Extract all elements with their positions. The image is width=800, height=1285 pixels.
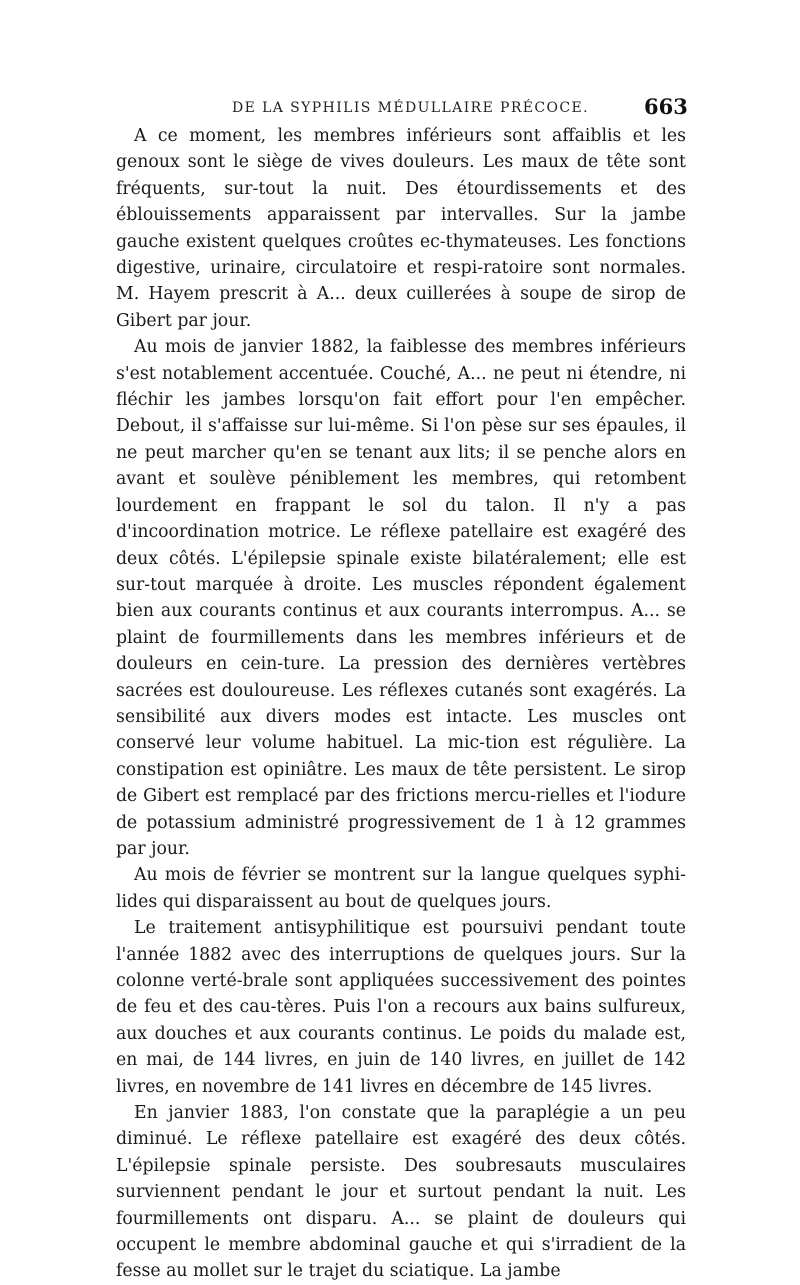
paragraph: En janvier 1883, l'on constate que la paraplégie a un peu diminué. Le réflexe patellaire est exagéré des deux côtés. L'épilepsie spinale persiste. Des soubresauts musculaires surviennent pendant le jour et surtout pendant la nuit. Les fourmillements ont disparu. A... se plaint de douleurs qui occupent le membre abdominal gauche et qui s'irradient de la fesse au mollet sur le trajet du sciatique. La jambe xyxy=(116,1103,686,1282)
paragraph: Au mois de février se montrent sur la langue quelques syphi-lides qui disparaissent au bout de quelques jours. xyxy=(116,865,686,912)
page-number: 663 xyxy=(644,94,688,119)
body-text xyxy=(116,123,686,1285)
paragraph: Le traitement antisyphilitique est poursuivi pendant toute l'année 1882 avec des interruptions de quelques jours. Sur la colonne verté-brale sont appliquées successivement des pointes de feu et des cau-tères. Puis l'on a recours aux bains sulfureux, aux douches et aux courants continus. Le poids du malade est, en mai, de 144 livres, en juin de 140 livres, en juillet de 142 livres, en novembre de 141 livres en décembre de 145 livres. xyxy=(116,918,686,1097)
paragraph: Au mois de janvier 1882, la faiblesse des membres inférieurs s'est notablement accentuée. Couché, A... ne peut ni étendre, ni fléchir les jambes lorsqu'on fait effort pour l'en empêcher. Debout, il s'affaisse sur lui-même. Si l'on pèse sur ses épaules, il ne peut marcher qu'en se tenant aux lits; il se penche alors en avant et soulève péniblement les membres, qui retombent lourdement en frappant le sol du talon. Il n'y a pas d'incoordination motrice. Le réflexe patellaire est exagéré des deux côtés. L'épilepsie spinale existe bilatéralement; elle est sur-tout marquée à droite. Les muscles répondent également bien aux courants continus et aux courants interrompus. A... se plaint de fourmillements dans les membres inférieurs et de douleurs en cein-ture. La pression des dernières vertèbres sacrées est douloureuse. Les réflexes cutanés sont exagérés. La sensibilité aux divers modes est intacte. Les muscles ont conservé leur volume habituel. La mic-tion est régulière. La constipation est opiniâtre. Les maux de tête persistent. Le sirop de Gibert est remplacé par des frictions mercu-rielles et l'iodure de potassium administré progressivement de 1 à 12 grammes par jour. xyxy=(116,337,686,859)
running-head: DE LA SYPHILIS MÉDULLAIRE PRÉCOCE. xyxy=(232,100,589,116)
paragraph: A ce moment, les membres inférieurs sont affaiblis et les genoux sont le siège de vives douleurs. Les maux de tête sont fréquents, sur-tout la nuit. Des étourdissements et des éblouissements apparaissent par intervalles. Sur la jambe gauche existent quelques croûtes ec-thymateuses. Les fonctions digestive, urinaire, circulatoire et respi-ratoire sont normales. M. Hayem prescrit à A... deux cuillerées à soupe de sirop de Gibert par jour. xyxy=(116,126,686,331)
page-header xyxy=(0,92,800,122)
